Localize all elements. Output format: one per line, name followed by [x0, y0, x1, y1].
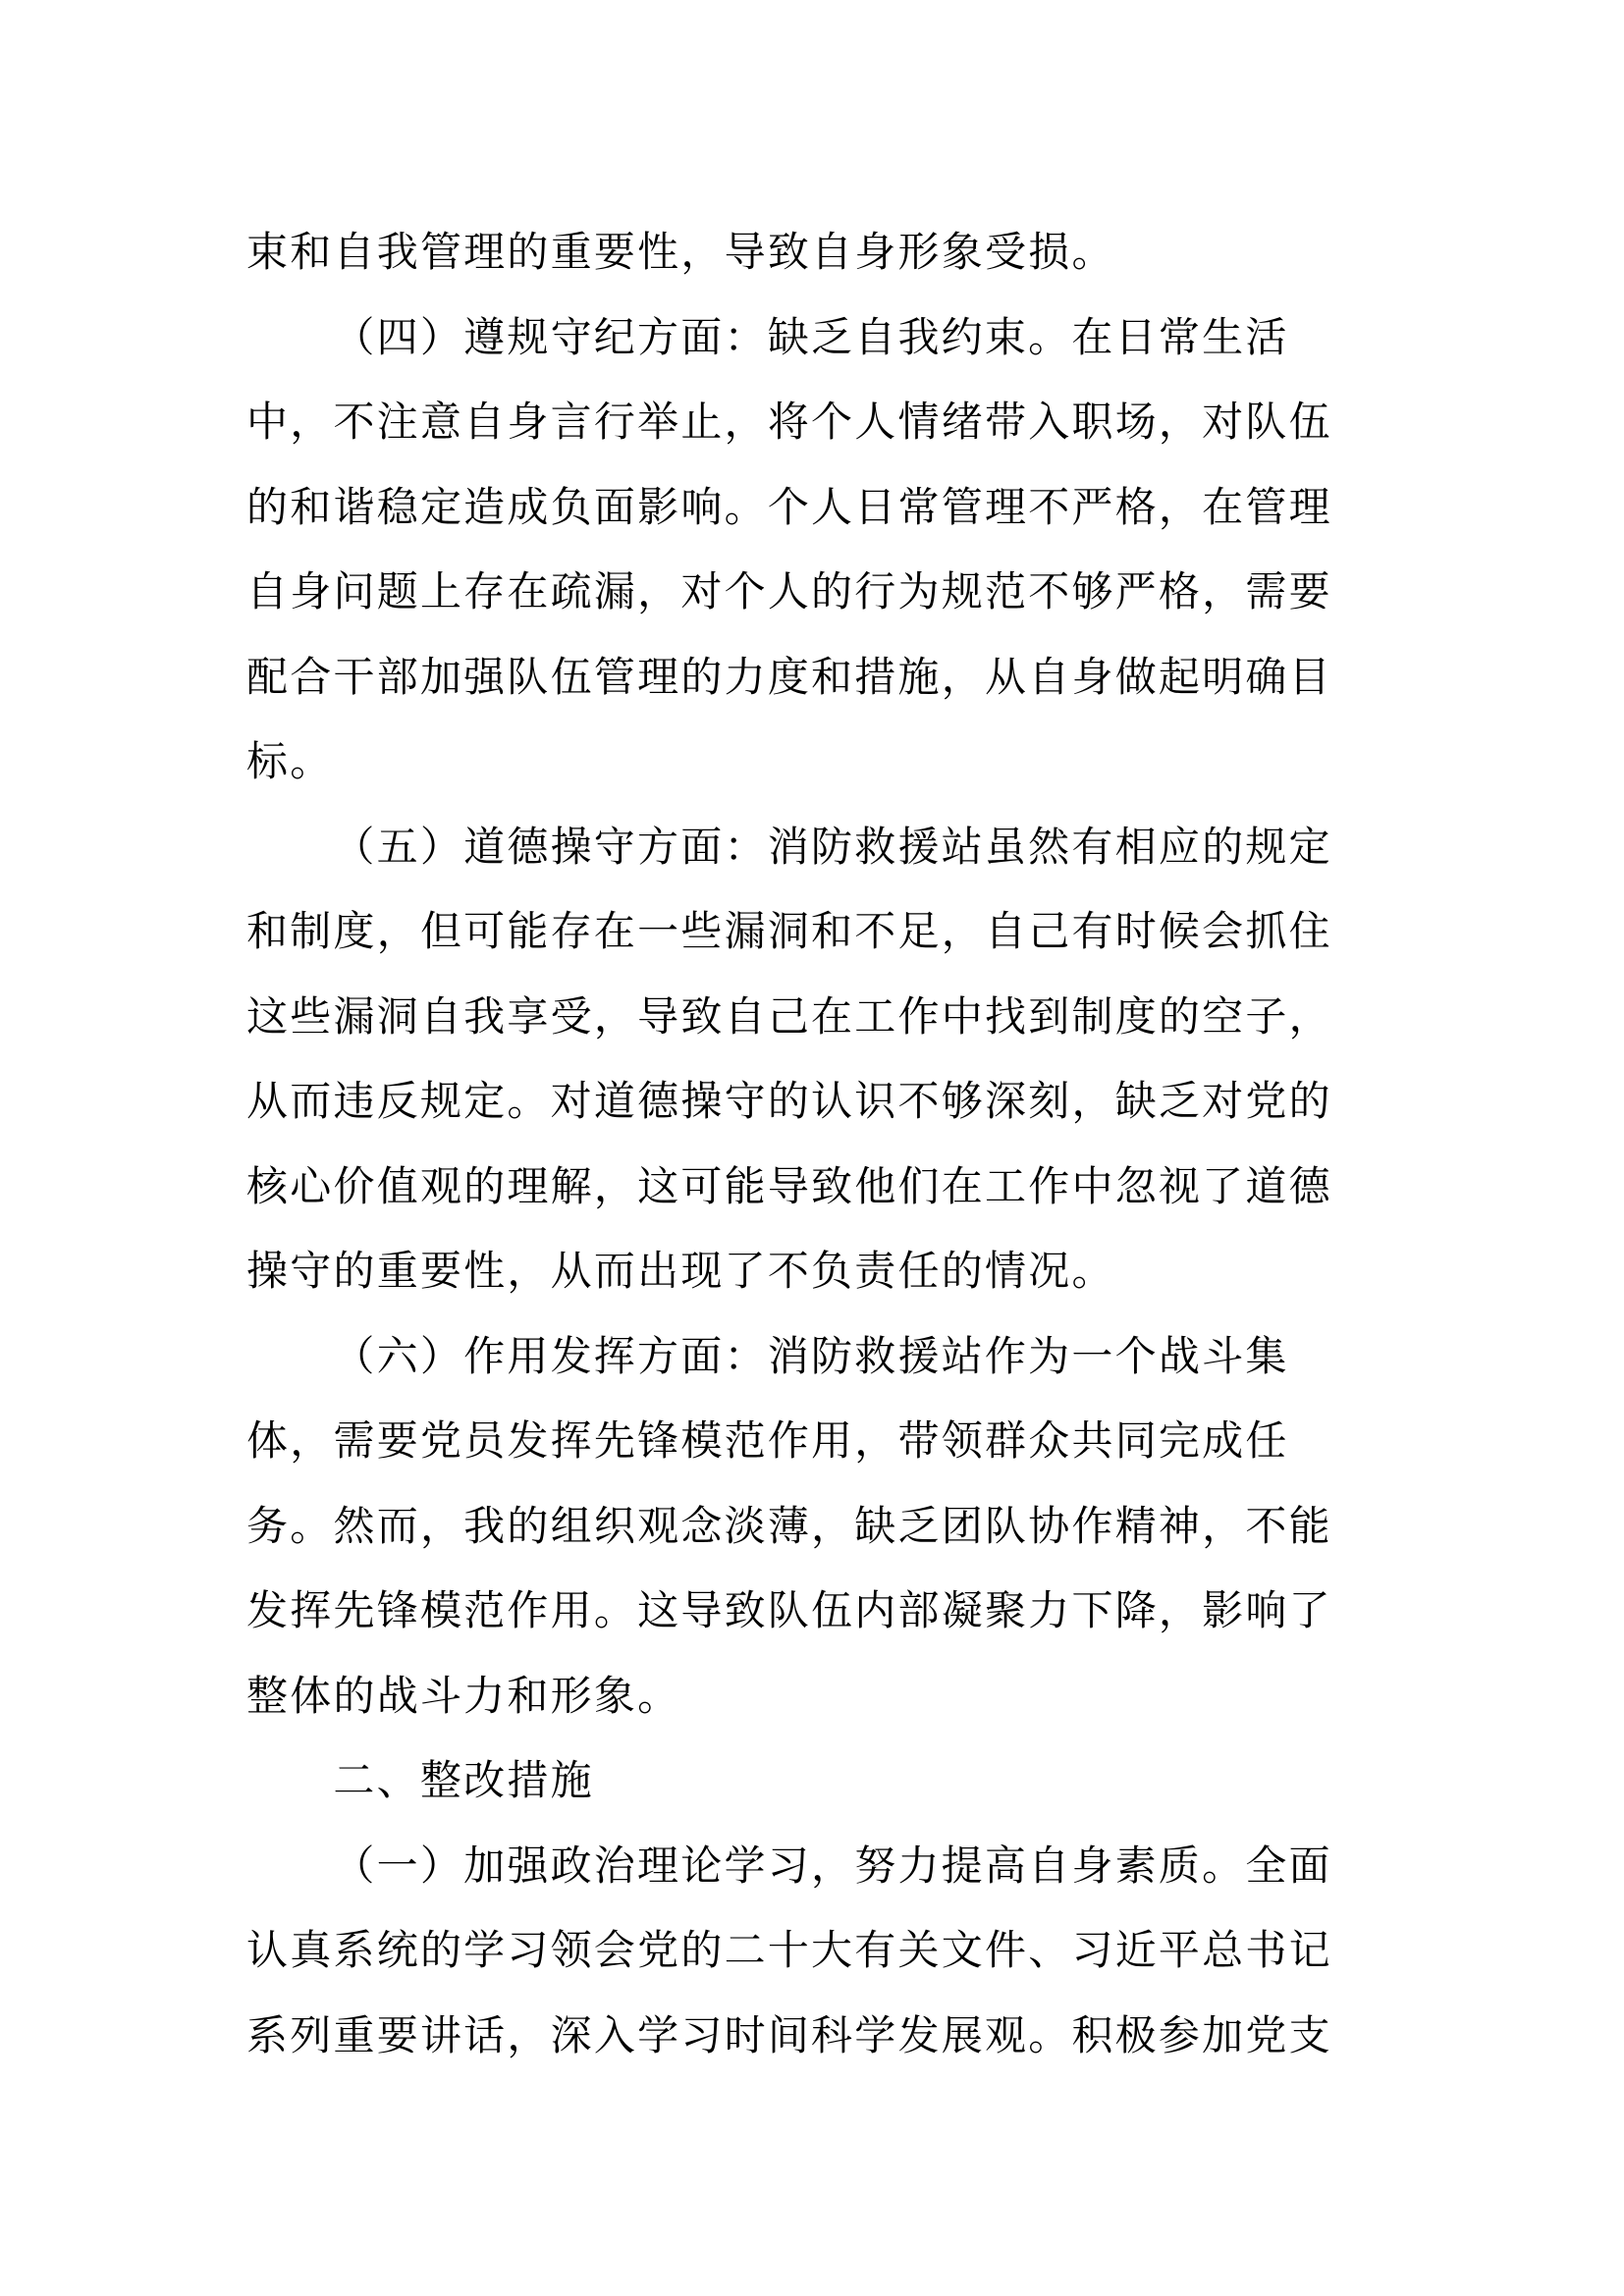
text-line: 束和自我管理的重要性，导致自身形象受损。: [246, 228, 1113, 276]
text-line: 务。然而，我的组织观念淡薄，缺乏团队协作精神，不能: [246, 1501, 1330, 1550]
text-line: 标。: [246, 737, 332, 785]
text-line: 认真系统的学习领会党的二十大有关文件、习近平总书记: [246, 1926, 1330, 1974]
paragraph-start-line: （一）加强政治理论学习，努力提高自身素质。全面: [333, 1841, 1330, 1890]
paragraph-start-line: （四）遵规守纪方面：缺乏自我约束。在日常生活: [333, 312, 1287, 361]
text-line: 从而违反规定。对道德操守的认识不够深刻，缺乏对党的: [246, 1077, 1330, 1125]
section-heading: 二、整改措施: [333, 1756, 592, 1804]
text-line: 整体的战斗力和形象。: [246, 1671, 679, 1720]
text-line: 的和谐稳定造成负面影响。个人日常管理不严格，在管理: [246, 482, 1330, 531]
text-line: 配合干部加强队伍管理的力度和措施，从自身做起明确目: [246, 652, 1330, 701]
text-line: 发挥先锋模范作用。这导致队伍内部凝聚力下降，影响了: [246, 1586, 1330, 1634]
paragraph-start-line: （五）道德操守方面：消防救援站虽然有相应的规定: [333, 822, 1330, 871]
paragraph-start-line: （六）作用发挥方面：消防救援站作为一个战斗集: [333, 1331, 1287, 1380]
text-line: 和制度，但可能存在一些漏洞和不足，自己有时候会抓住: [246, 907, 1330, 955]
text-line: 这些漏洞自我享受，导致自己在工作中找到制度的空子，: [246, 991, 1330, 1041]
text-line: 中，不注意自身言行举止，将个人情绪带入职场，对队伍: [246, 398, 1330, 446]
text-line: 系列重要讲话，深入学习时间科学发展观。积极参加党支: [246, 2010, 1330, 2059]
text-line: 体，需要党员发挥先锋模范作用，带领群众共同完成任: [246, 1416, 1287, 1465]
text-block: [246, 210, 1336, 2078]
text-line: 操守的重要性，从而出现了不负责任的情况。: [246, 1247, 1113, 1295]
text-line: 自身问题上存在疏漏，对个人的行为规范不够严格，需要: [246, 567, 1330, 615]
text-line: 核心价值观的理解，这可能导致他们在工作中忽视了道德: [246, 1161, 1330, 1210]
